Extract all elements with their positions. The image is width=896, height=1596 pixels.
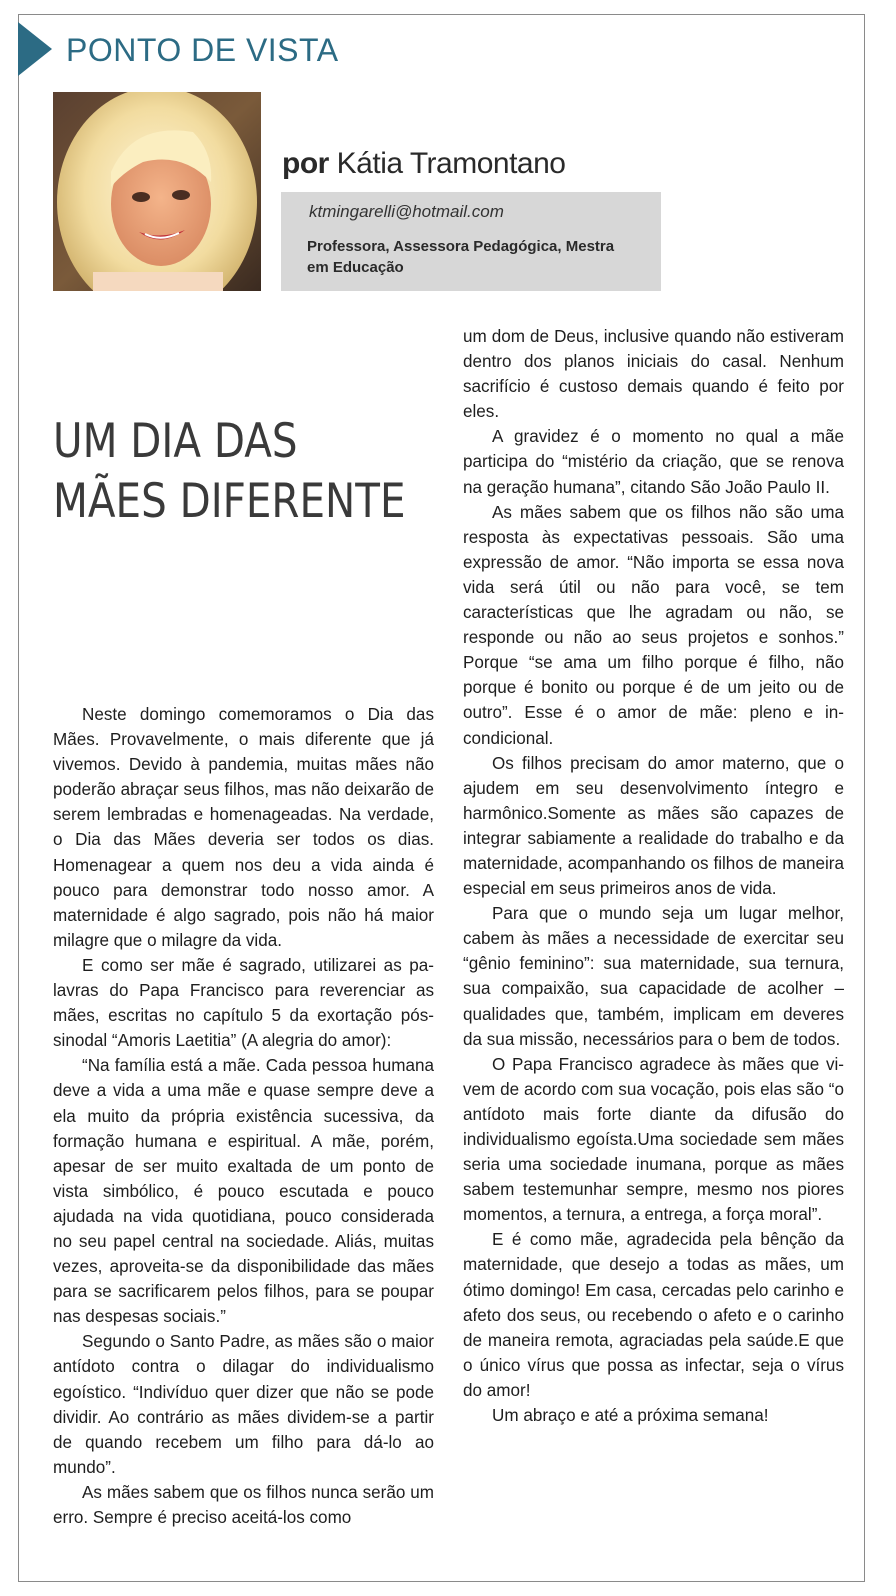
- author-portrait-icon: [53, 92, 261, 291]
- paragraph: As mães sabem que os filhos nunca serão um erro. Sempre é preciso aceitá-los como: [53, 1482, 434, 1527]
- paragraph: Segundo o Santo Padre, as mães são o maior antídoto contra o dilagar do individualismo egoístico. “Indivíduo quer dizer que não se pode dividir. Ao contrário as mães dividem-se a partir de quando recebem um filho para dá-lo ao mundo”.: [53, 1332, 434, 1477]
- author-byline: [282, 142, 565, 186]
- paragraph: A gravidez é o momento no qual a mãe participa do “mistério da criação, que se renova na geração humana”, citando São João Paulo II.: [463, 427, 844, 497]
- paragraph: “Na família está a mãe. Cada pessoa humana deve a vida a uma mãe e quase sempre deve a ela muito da própria existência sucessiva, da formação humana e espiritual. A mãe, porém, apesar de ser muito exaltada de um ponto de vista simbólico, é pouco escutada e pouco ajudada na vida quotidiana, pouco considerada no seu papel central na sociedade. Aliás, muitas vezes, aproveita-se da disponibilidade das mães para se sacrificarem pelos filhos, para se poupar nas despesas sociais.”: [53, 1056, 434, 1327]
- paragraph: Os filhos precisam do amor materno, que o ajudem em seu desenvolvimento íntegro e harmônico.Somente as mães são capazes de integrar sabiamente a realidade do trabalho e da maternidade, acompanhando os filhos de maneira especial em seus primeiros anos de vida.: [463, 753, 844, 899]
- paragraph: Um abraço e até a próxima semana!: [492, 1406, 769, 1426]
- section-arrow-icon: [18, 22, 52, 76]
- author-role: Professora, Assessora Pedagógica, Mestra em Educação: [307, 238, 615, 276]
- paragraph: E como ser mãe é sagrado, utilizarei as palavras do Papa Francisco para reverenciar as mães, escritas no capítulo 5 da exortação pós-sinodal “Amoris Laetitia” (A alegria do amor):: [53, 955, 434, 1051]
- headline-line-1: UM DIA DAS: [53, 414, 298, 469]
- author-info-box: [281, 192, 661, 291]
- paragraph: As mães sabem que os filhos não são uma resposta às expectativas pessoais. São uma expressão de amor. “Não importa se essa nova vida será útil ou não para você, se tem características que lhe agradam ou não, se responde ou não ao seus projetos e sonhos.” Porque “se ama um filho porque é filho, não porque é bonito ou porque é de um jeito ou de outro”. Esse é o amor de mãe: pleno e incondicional.: [463, 502, 844, 748]
- article-column-2: [463, 324, 844, 1428]
- paragraph-continuation: um dom de Deus, inclusive quando não estiveram dentro dos planos iniciais do casal. Nenhum sacrifício é custoso demais quando é feito por eles.: [463, 327, 844, 422]
- author-name: Kátia Tramontano: [336, 147, 566, 180]
- paragraph: O Papa Francisco agradece às mães que vivem de acordo com sua vocação, pois elas são “o antídoto mais forte diante da difusão do individualismo egoísta.Uma sociedade sem mães seria uma sociedade inumana, porque as mães sabem testemunhar sempre, mesmo nos piores momentos, a ternura, a entrega, a força moral”.: [463, 1054, 844, 1225]
- paragraph: E é como mãe, agradecida pela bênção da maternidade, que desejo a todas as mães, um ótimo domingo! Em casa, cercadas pelo carinho e afeto dos seus, ou recebendo o afeto e o carinho de maneira remota, agraciadas pela saúde.E que o único vírus que possa as infectar, seja o vírus do amor!: [463, 1230, 844, 1400]
- headline-line-2: MÃES DIFERENTE: [53, 474, 406, 529]
- paragraph: Neste domingo comemoramos o Dia das Mães. Provavelmente, o mais diferente que já vivemos. Devido à pandemia, muitas mães não poderão abraçar seus filhos, mas não deixarão de serem lembradas e homenageadas. Na verdade, o Dia das Mães deveria ser todos os dias. Homenagear a quem nos deu a vida ainda é pouco para demonstrar todo nosso amor. A maternidade é algo sagrado, pois não há maior milagre que o milagre da vida.: [53, 705, 434, 950]
- author-email[interactable]: ktmingarelli@hotmail.com: [309, 202, 504, 221]
- section-title: PONTO DE VISTA: [66, 32, 339, 68]
- author-photo: [53, 92, 261, 291]
- article-headline: [53, 412, 406, 532]
- paragraph: Para que o mundo seja um lugar melhor, cabem às mães a necessidade de exercitar seu “gênio feminino”: sua maternidade, sua ternura, sua compaixão, sua capacidade de acolher – qualidades que, também, implicam em deveres da sua missão, necessários para o bem de todos.: [463, 904, 844, 1049]
- article-column-1: [53, 702, 434, 1530]
- by-prefix: por: [282, 147, 329, 180]
